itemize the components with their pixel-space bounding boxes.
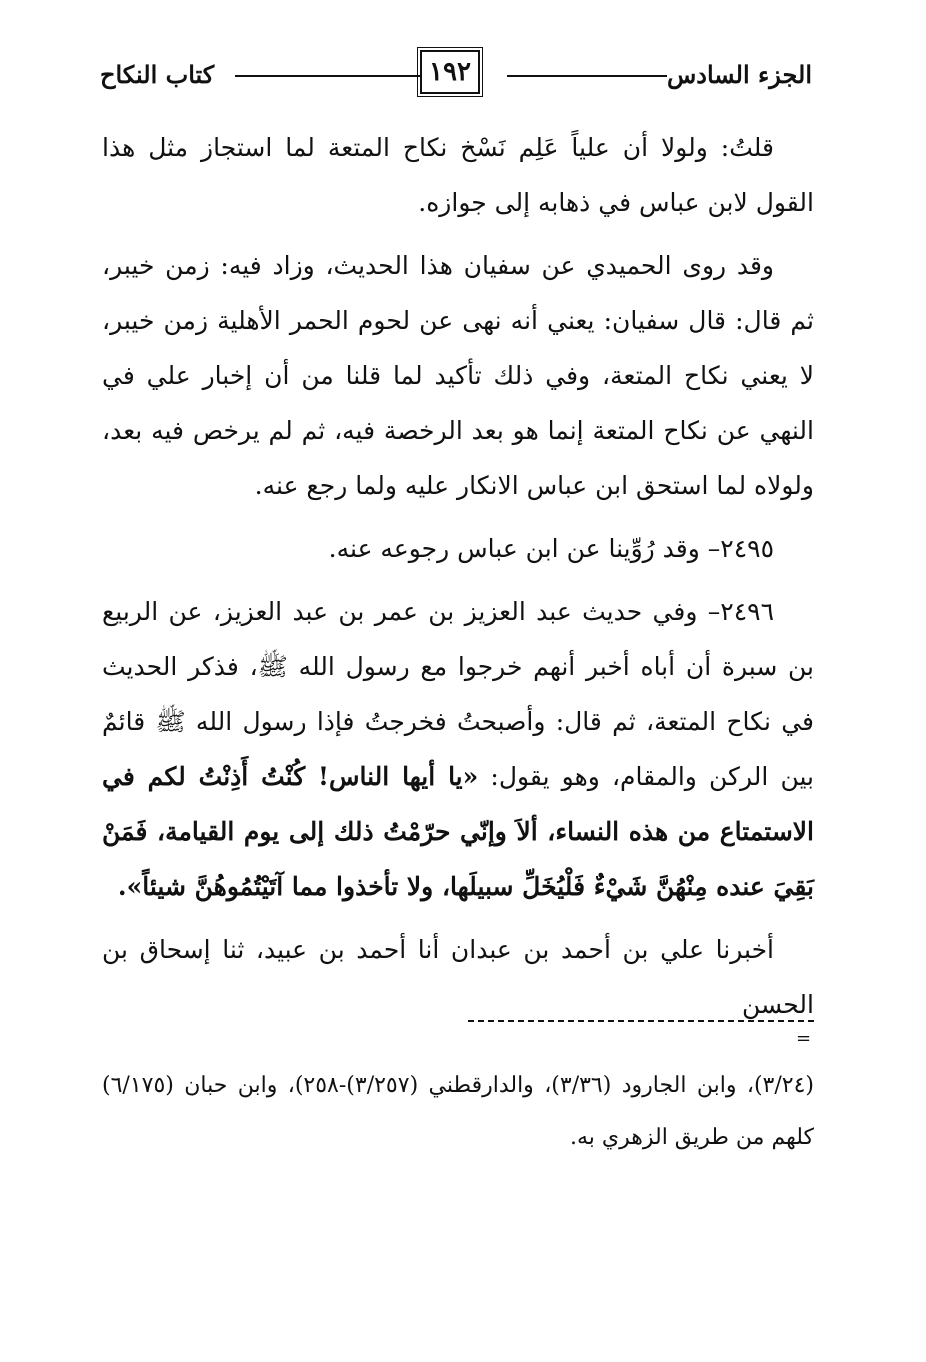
paragraph-2: وقد روى الحميدي عن سفيان هذا الحديث، وزاد فيه: زمن خيبر، ثم قال: قال سفيان: يعني أنه نهى عن لحوم الحمر الأهلية زمن خيبر، لا يعني نكاح المتعة، وفي ذلك تأكيد لما قلنا من أن إخبار علي في النهي عن نكاح المتعة إنما هو بعد الرخصة فيه، ثم لم يرخص فيه بعد، ولولاه لما استحق ابن عباس الانكار عليه ولما رجع عنه. [102, 251, 814, 500]
paragraph-1: قلتُ: ولولا أن علياً عَلِم نَسْخ نكاح المتعة لما استجاز مثل هذا القول لابن عباس في ذهابه إلى جوازه. [102, 133, 814, 217]
hadith-text: وقد رُوِّينا عن ابن عباس رجوعه عنه. [328, 534, 700, 563]
hadith-number: ٢٤٩٦ [720, 597, 774, 626]
hadith-number: ٢٤٩٥ [720, 534, 774, 563]
header-rule-right [507, 75, 667, 77]
volume-title: الجزء السادس [666, 60, 812, 89]
hadith-text: وفي حديث عبد العزيز بن عمر بن عبد العزيز، عن الربيع بن سبرة أن أباه أخبر أنهم خرجوا مع رسول الله ﷺ، فذكر الحديث في نكاح المتعة، ثم قال: وأصبحتُ فخرجتُ فإذا رسول الله ﷺ قائمٌ بين الركن والمقام، وهو يقول: [102, 597, 814, 791]
prophetic-quote: «يا أيها الناس! كُنْتُ أَذِنْتُ لكم في الاستمتاع من هذه النساء، ألاَ وإنّي حرّمْتُ ذلك إلى يوم القيامة، فَمَنْ بَقِيَ عنده مِنْهُنَّ شَيْءٌ فَلْيُخَلِّ سبيلَها، ولا تأخذوا مما آتَيْتُمُوهُنَّ شيئاً». [102, 762, 814, 901]
paragraph-hadith-2496: ٢٤٩٦– وفي حديث عبد العزيز بن عمر بن عبد العزيز، عن الربيع بن سبرة أن أباه أخبر أنهم خرجوا مع رسول الله ﷺ، فذكر الحديث في نكاح المتعة، ثم قال: وأصبحتُ فخرجتُ فإذا رسول الله ﷺ قائمٌ بين الركن والمقام، وهو يقول: «يا أيها الناس! كُنْتُ أَذِنْتُ لكم في الاستمتاع من هذه النساء، ألاَ وإنّي حرّمْتُ ذلك إلى يوم القيامة، فَمَنْ بَقِيَ عنده مِنْهُنَّ شَيْءٌ فَلْيُخَلِّ سبيلَها، ولا تأخذوا مما آتَيْتُمُوهُنَّ شيئاً». [102, 597, 814, 901]
footnote-continuation-mark: = [796, 1028, 812, 1049]
main-text [102, 120, 814, 1040]
page-header [100, 50, 812, 102]
page-number: ١٩٢ [429, 57, 471, 87]
footnote: (٣/٢٤)، وابن الجارود (٣/٣٦)، والدارقطني (٣/٢٥٧)-٢٥٨)، وابن حبان (٦/١٧٥) كلهم من طريق الزهري به. [102, 1073, 815, 1150]
page-number-box [420, 50, 480, 94]
paragraph-isnad: أخبرنا علي بن أحمد بن عبدان أنا أحمد بن عبيد، ثنا إسحاق بن الحسن [102, 935, 814, 1019]
header-rule-left [235, 75, 420, 77]
paragraph-hadith-2495: ٢٤٩٥– وقد رُوِّينا عن ابن عباس رجوعه عنه. [328, 534, 774, 563]
book-title: كتاب النكاح [100, 60, 215, 89]
footnote-separator [468, 1020, 814, 1022]
